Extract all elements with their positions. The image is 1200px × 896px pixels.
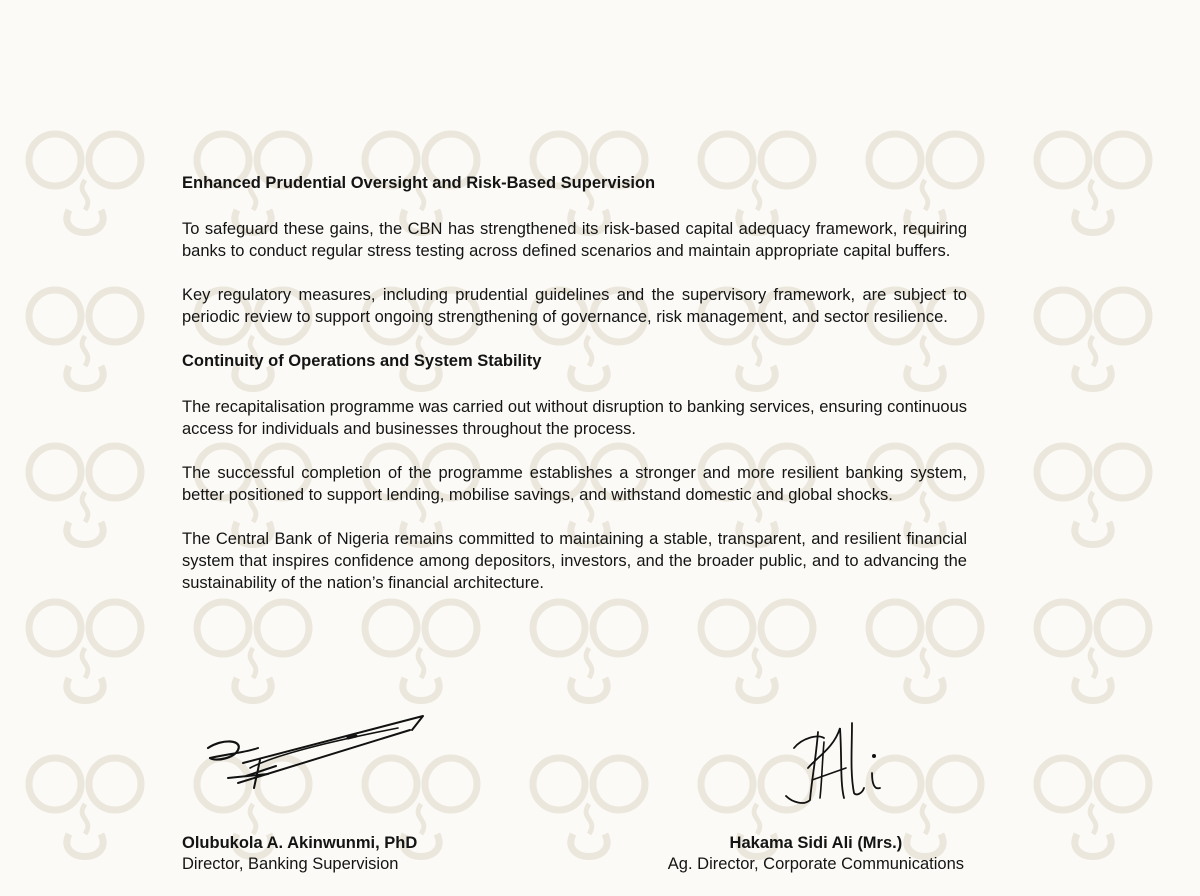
signatory-right (668, 833, 964, 875)
watermark-motif (29, 602, 141, 701)
signatory-name: Olubukola A. Akinwunmi, PhD (182, 834, 418, 852)
watermark-motif (1037, 446, 1149, 545)
watermark-motif (701, 602, 813, 701)
watermark-motif (365, 602, 477, 701)
paragraph: The Central Bank of Nigeria remains committed to maintaining a stable, transparent, and resilient financial system that inspires confidence among depositors, investors, and the broader public, and to advancing the sustainability of the nation’s financial architecture. (182, 530, 967, 592)
signatory-name: Hakama Sidi Ali (Mrs.) (729, 834, 903, 852)
paragraph: The successful completion of the programme establishes a stronger and more resilient banking system, better positioned to support lending, mobilise savings, and withstand domestic and global shocks. (182, 464, 967, 504)
watermark-motif (533, 758, 645, 857)
signatory-title: Ag. Director, Corporate Communications (667, 855, 964, 873)
signature-left (198, 708, 438, 800)
section-heading: Continuity of Operations and System Stability (182, 352, 542, 370)
watermark-motif (29, 758, 141, 857)
watermark-motif (1037, 758, 1149, 857)
watermark-motif (1037, 290, 1149, 389)
watermark-motif (197, 602, 309, 701)
watermark-motif (29, 290, 141, 389)
watermark-motif (29, 446, 141, 545)
signature-right (782, 718, 892, 813)
watermark-motif (29, 134, 141, 233)
signatory-title: Director, Banking Supervision (182, 855, 399, 873)
signatory-left (182, 833, 417, 875)
paragraph: To safeguard these gains, the CBN has strengthened its risk-based capital adequacy framework, requiring banks to conduct regular stress testing across defined scenarios and maintain appropriate capital buffers. (182, 220, 967, 260)
watermark-motif (533, 602, 645, 701)
watermark-motif (869, 602, 981, 701)
document-body (182, 172, 967, 616)
watermark-motif (1037, 602, 1149, 701)
paragraph: The recapitalisation programme was carried out without disruption to banking services, ensuring continuous access for individuals and businesses throughout the process. (182, 398, 967, 438)
watermark-motif (1037, 134, 1149, 233)
section-heading: Enhanced Prudential Oversight and Risk-Based Supervision (182, 174, 656, 192)
paragraph: Key regulatory measures, including prudential guidelines and the supervisory framework, are subject to periodic review to support ongoing strengthening of governance, risk management, and sector resilience. (182, 286, 967, 326)
